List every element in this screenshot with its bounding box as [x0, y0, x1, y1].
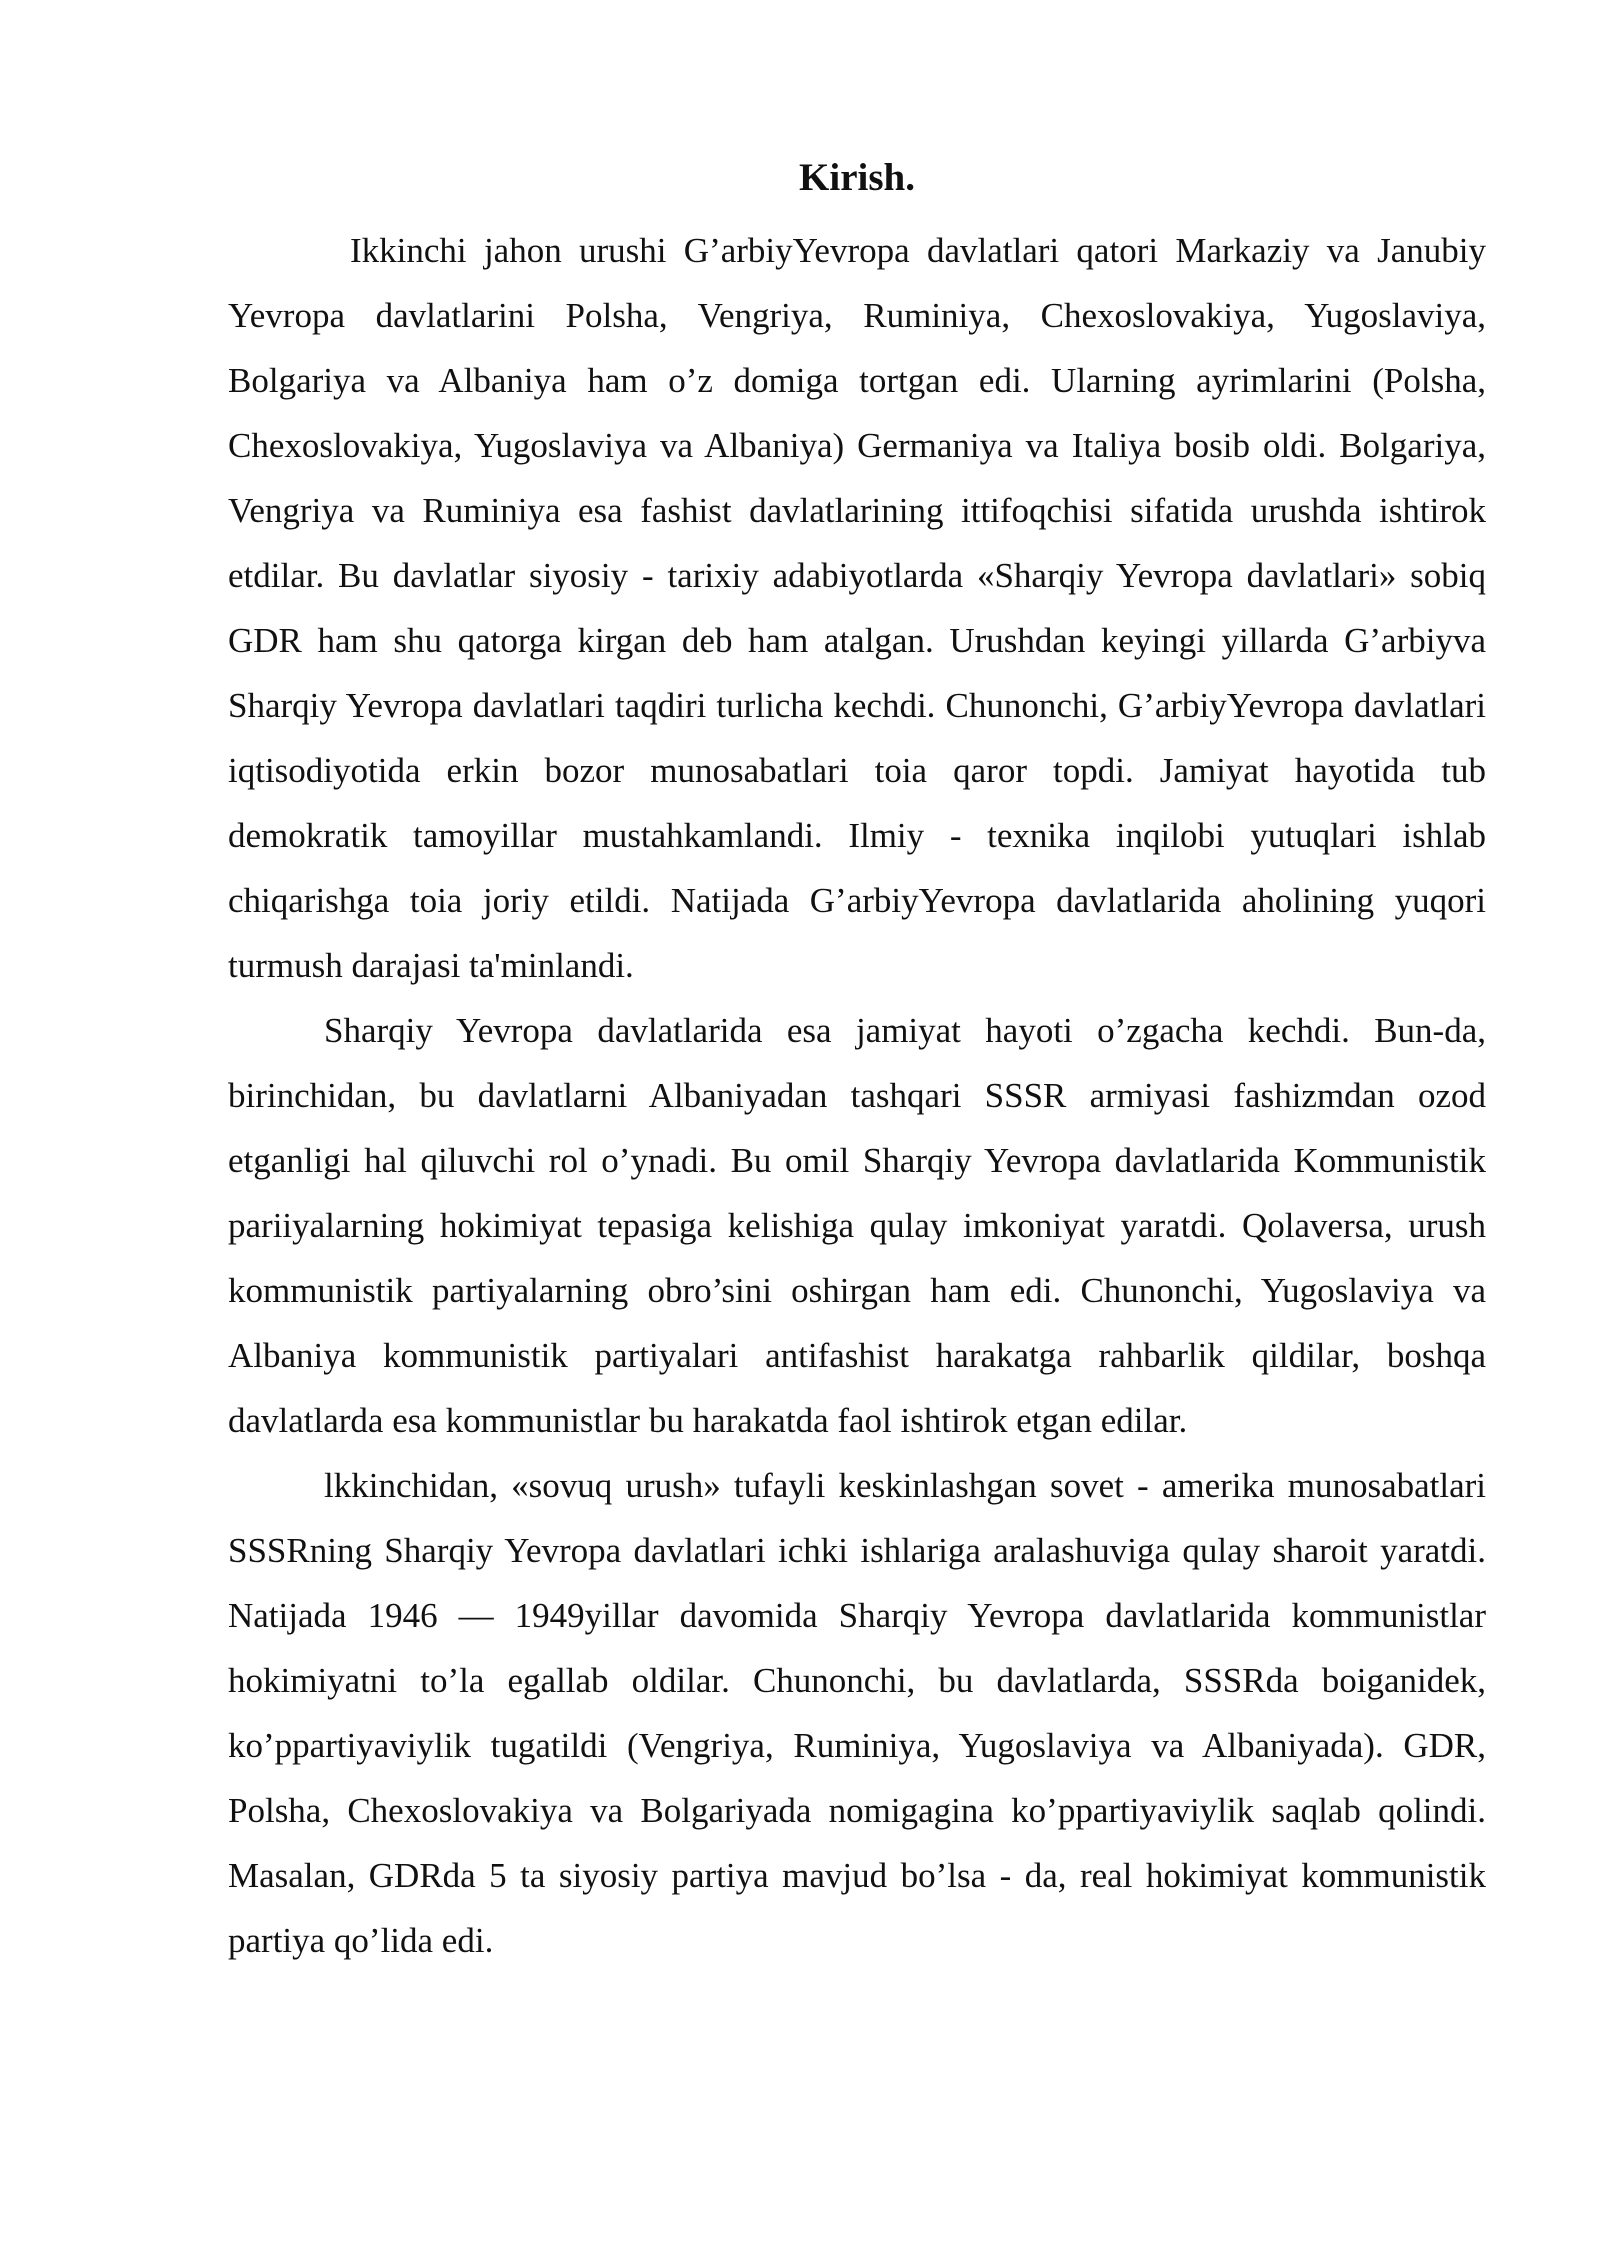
- page-title: Kirish.: [799, 156, 915, 199]
- document-page: [228, 148, 1486, 1973]
- paragraph-2: Sharqiy Yevropa davlatlarida esa jamiyat hayoti o’zgacha kechdi. Bun-da, birinchidan, bu davlatlarni Albaniyadan tashqari SSSR armiyasi fashizmdan ozod etganligi hal qiluvchi rol o’ynadi. Bu omil Sharqiy Yevropa davlatlarida Kommunistik pariiyalarning hokimiyat tepasiga kelishiga qulay imkoniyat yaratdi. Qolaversa, urush kommunistik partiyalarning obro’sini oshirgan ham edi. Chunonchi, Yugoslaviya va Albaniya kommunistik partiyalari antifashist harakatga rahbarlik qildilar, boshqa davlatlarda esa kommunistlar bu harakatda faol ishtirok etgan edilar.: [228, 1011, 1486, 1440]
- paragraph-1: Ikkinchi jahon urushi G’arbiyYevropa davlatlari qatori Markaziy va Janubiy Yevropa davlatlarini Polsha, Vengriya, Ruminiya, Chexoslovakiya, Yugoslaviya, Bolgariya va Albaniya ham o’z domiga tortgan edi. Ularning ayrimlarini (Polsha, Chexoslovakiya, Yugoslaviya va Albaniya) Germaniya va Italiya bosib oldi. Bolgariya, Vengriya va Ruminiya esa fashist davlatlarining ittifoqchisi sifatida urushda ishtirok etdilar. Bu davlatlar siyosiy - tarixiy adabiyotlarda «Sharqiy Yevropa davlatlari» sobiq GDR ham shu qatorga kirgan deb ham atalgan. Urushdan keyingi yillarda G’arbiyva Sharqiy Yevropa davlatlari taqdiri turlicha kechdi. Chunonchi, G’arbiyYevropa davlatlari iqtisodiyotida erkin bozor munosabatlari toia qaror topdi. Jamiyat hayotida tub demokratik tamoyillar mustahkamlandi. Ilmiy - texnika inqilobi yutuqlari ishlab chiqarishga toia joriy etildi. Natijada G’arbiyYevropa davlatlarida aholining yuqori turmush darajasi ta'minlandi.: [228, 231, 1486, 985]
- paragraph-3: lkkinchidan, «sovuq urush» tufayli keskinlashgan sovet - amerika munosabatlari SSSRning Sharqiy Yevropa davlatlari ichki ishlariga aralashuviga qulay sharoit yaratdi. Natijada 1946 — 1949yillar davomida Sharqiy Yevropa davlatlarida kommunistlar hokimiyatni to’la egallab oldilar. Chunonchi, bu davlatlarda, SSSRda boiganidek, ko’ppartiyaviylik tugatildi (Vengriya, Ruminiya, Yugoslaviya va Albaniyada). GDR, Polsha, Chexoslovakiya va Bolgariyada nomigagina ko’ppartiyaviylik saqlab qolindi. Masalan, GDRda 5 ta siyosiy partiya mavjud bo’lsa - da, real hokimiyat kommunistik partiya qo’lida edi.: [228, 1466, 1486, 1960]
